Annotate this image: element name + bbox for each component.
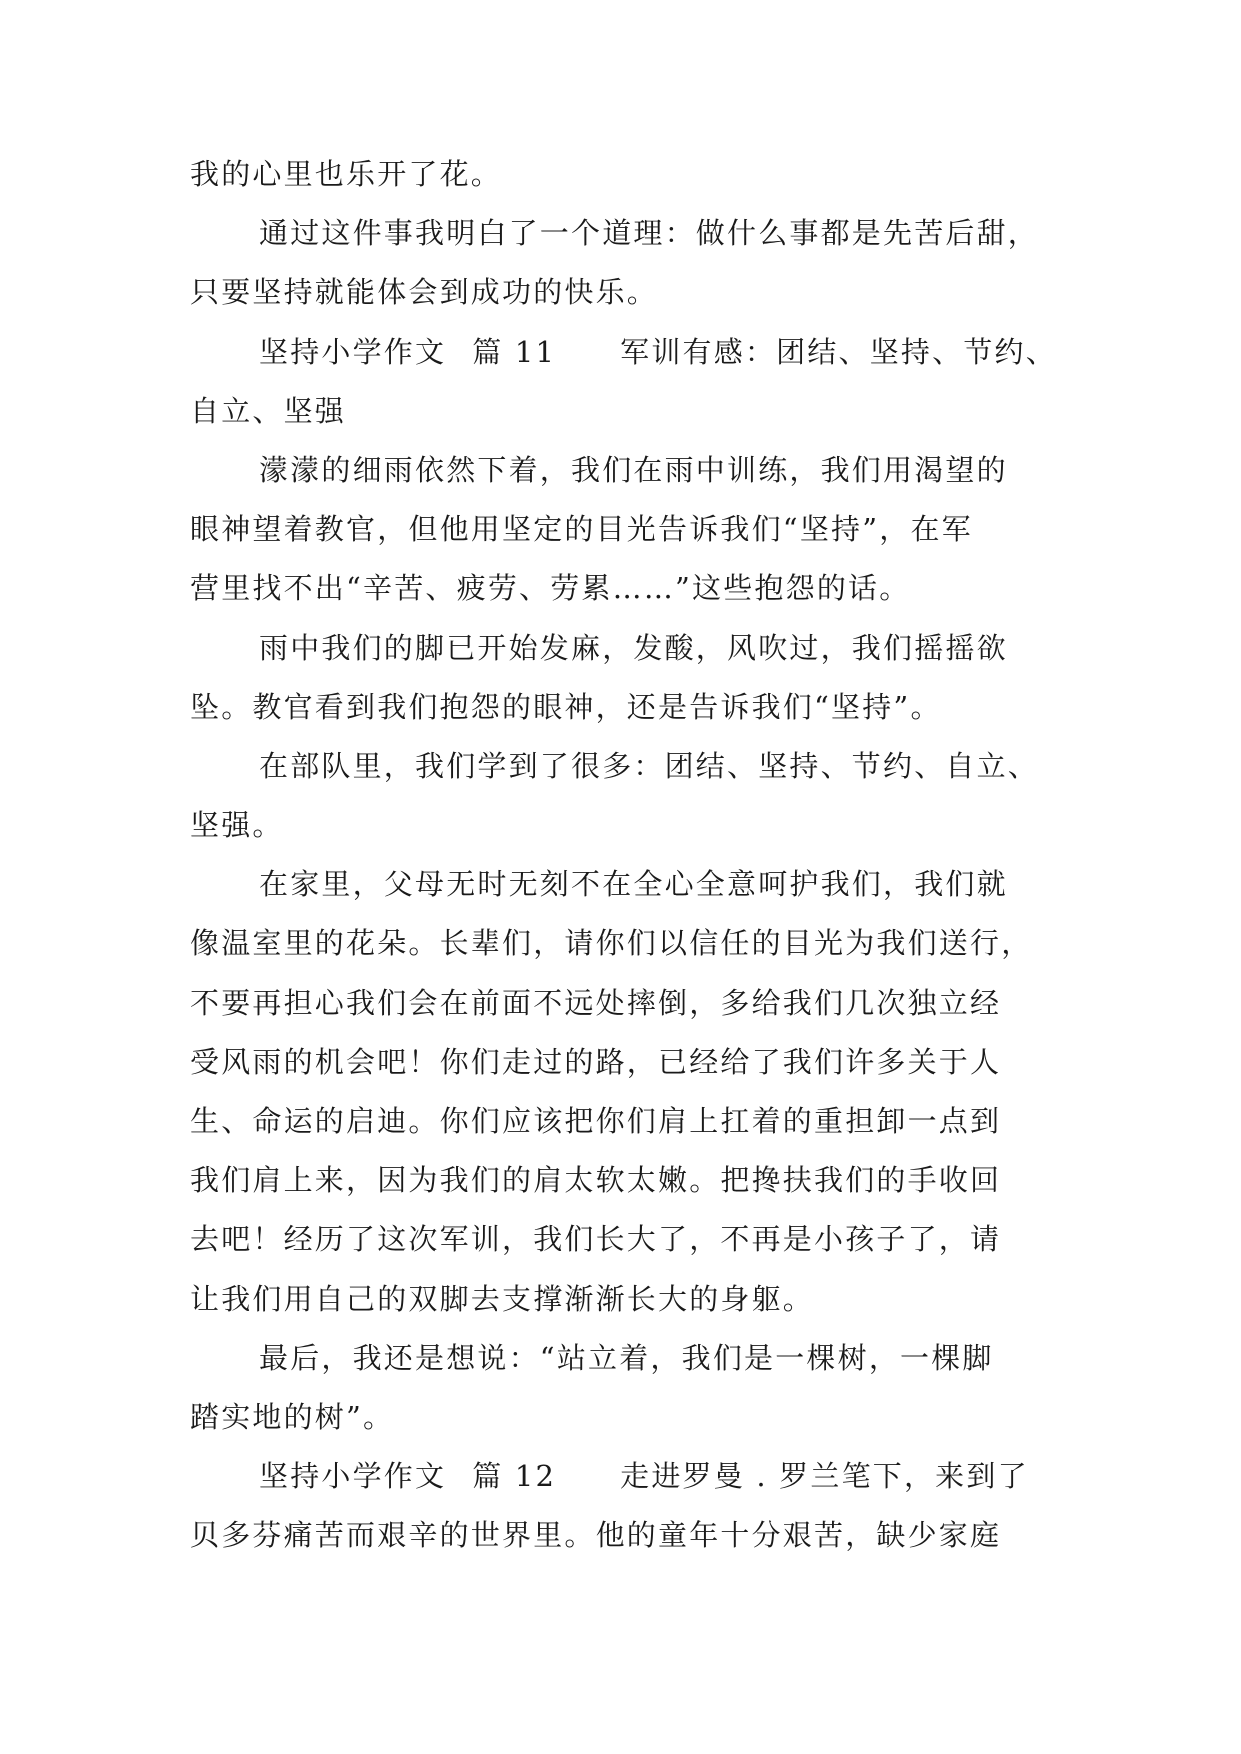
- text-line: 在家里，父母无时无刻不在全心全意呵护我们，我们就: [259, 867, 1008, 902]
- heading-title: 坚持小学作文: [259, 334, 447, 369]
- text-line: 濛濛的细雨依然下着，我们在雨中训练，我们用渴望的: [259, 452, 1008, 487]
- text-line: 眼神望着教官，但他用坚定的目光告诉我们“坚持”，在军: [190, 512, 973, 547]
- text-line: 不要再担心我们会在前面不远处摔倒，多给我们几次独立经: [190, 985, 1002, 1020]
- heading-label: 篇 12: [472, 1459, 557, 1494]
- text-line: 营里找不出“辛苦、疲劳、劳累……”这些抱怨的话。: [190, 571, 911, 606]
- text-line: 在部队里，我们学到了很多：团结、坚持、节约、自立、: [259, 748, 1040, 783]
- text-line: 最后，我还是想说：“站立着，我们是一棵树，一棵脚: [259, 1340, 994, 1375]
- section-heading-11: [190, 334, 1070, 396]
- text-line: 贝多芬痛苦而艰辛的世界里。他的童年十分艰苦，缺少家庭: [190, 1518, 1002, 1553]
- text-line: 通过这件事我明白了一个道理：做什么事都是先苦后甜，: [259, 216, 1040, 251]
- text-line: 生、命运的启迪。你们应该把你们肩上扛着的重担卸一点到: [190, 1104, 1002, 1138]
- text-line: 我的心里也乐开了花。: [190, 157, 503, 191]
- text-line: 坠。教官看到我们抱怨的眼神，还是告诉我们“坚持”。: [190, 689, 942, 724]
- text-line: 我们肩上来，因为我们的肩太软太嫩。把搀扶我们的手收回: [190, 1163, 1002, 1198]
- heading-subtitle: 走进罗曼 . 罗兰笔下，来到了: [620, 1459, 1029, 1494]
- text-line: 坚强。: [190, 808, 284, 843]
- section-heading-12: [190, 1461, 1070, 1520]
- text-line: 去吧！经历了这次军训，我们长大了，不再是小孩子了，请: [190, 1222, 1002, 1257]
- text-line: 踏实地的树”。: [190, 1399, 395, 1434]
- text-line: 只要坚持就能体会到成功的快乐。: [190, 275, 659, 310]
- text-line: 像温室里的花朵。长辈们，请你们以信任的目光为我们送行，: [190, 926, 1033, 961]
- text-line: 自立、坚强: [190, 393, 347, 428]
- text-line: 雨中我们的脚已开始发麻，发酸，风吹过，我们摇摇欲: [259, 630, 1008, 665]
- heading-title: 坚持小学作文: [259, 1459, 447, 1494]
- heading-subtitle: 军训有感：团结、坚持、节约、: [620, 334, 1057, 369]
- heading-label: 篇 11: [472, 334, 557, 369]
- document-body: [190, 159, 1070, 1580]
- text-line: 受风雨的机会吧！你们走过的路，已经给了我们许多关于人: [190, 1044, 1002, 1079]
- text-line: 让我们用自己的双脚去支撑渐渐长大的身躯。: [190, 1281, 815, 1316]
